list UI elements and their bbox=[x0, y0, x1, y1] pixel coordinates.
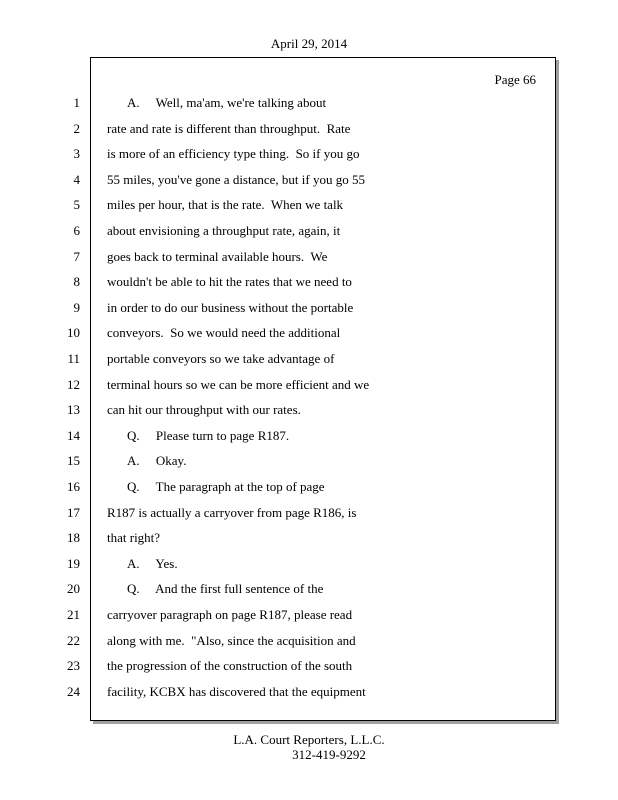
line-number: 5 bbox=[73, 197, 80, 212]
page-number: Page 66 bbox=[494, 72, 536, 87]
line-number: 24 bbox=[67, 684, 80, 699]
line-number: 6 bbox=[73, 223, 80, 238]
transcript-line: A. Well, ma'am, we're talking about bbox=[127, 95, 327, 110]
line-number: 7 bbox=[73, 249, 80, 264]
line-number: 15 bbox=[67, 453, 80, 468]
transcript-line: 55 miles, you've gone a distance, but if you go 55 bbox=[107, 172, 365, 187]
footer-phone: 312-419-9292 bbox=[292, 747, 366, 762]
transcript-line: facility, KCBX has discovered that the equipment bbox=[107, 684, 366, 699]
transcript-line: carryover paragraph on page R187, please read bbox=[107, 607, 353, 622]
transcript-line: conveyors. So we would need the additional bbox=[107, 325, 341, 340]
line-number: 19 bbox=[67, 556, 80, 571]
line-number: 10 bbox=[67, 325, 80, 340]
transcript-line: A. Yes. bbox=[127, 556, 178, 571]
line-number: 23 bbox=[67, 658, 80, 673]
line-number: 14 bbox=[67, 428, 80, 443]
transcript-line: R187 is actually a carryover from page R186, is bbox=[107, 505, 357, 520]
header-date: April 29, 2014 bbox=[270, 36, 348, 51]
line-number: 1 bbox=[73, 95, 80, 110]
transcript-line: A. Okay. bbox=[127, 453, 187, 468]
line-number: 9 bbox=[73, 300, 80, 315]
line-number: 8 bbox=[73, 274, 80, 289]
line-number: 11 bbox=[67, 351, 80, 366]
line-number: 18 bbox=[67, 530, 80, 545]
transcript-line: goes back to terminal available hours. We bbox=[107, 249, 328, 264]
transcript-line: portable conveyors so we take advantage of bbox=[107, 351, 335, 366]
line-number: 22 bbox=[67, 633, 80, 648]
transcript-line: wouldn't be able to hit the rates that we need to bbox=[107, 274, 352, 289]
transcript-line: about envisioning a throughput rate, again, it bbox=[107, 223, 341, 238]
line-number: 21 bbox=[67, 607, 80, 622]
line-number: 17 bbox=[67, 505, 80, 520]
transcript-line: terminal hours so we can be more efficient and we bbox=[107, 377, 370, 392]
line-number: 20 bbox=[67, 581, 80, 596]
transcript-line: along with me. "Also, since the acquisition and bbox=[107, 633, 356, 648]
transcript-line: miles per hour, that is the rate. When we talk bbox=[107, 197, 344, 212]
line-number: 3 bbox=[73, 146, 80, 161]
line-number: 16 bbox=[67, 479, 80, 494]
line-number: 2 bbox=[73, 121, 80, 136]
transcript-line: rate and rate is different than throughput. Rate bbox=[107, 121, 351, 136]
line-number: 4 bbox=[73, 172, 80, 187]
line-number: 13 bbox=[67, 402, 80, 417]
transcript-line: Q. And the first full sentence of the bbox=[127, 581, 324, 596]
line-number: 12 bbox=[67, 377, 80, 392]
transcript-line: can hit our throughput with our rates. bbox=[107, 402, 301, 417]
transcript-line: that right? bbox=[107, 530, 161, 545]
transcript-line: Q. Please turn to page R187. bbox=[127, 428, 290, 443]
transcript-line: the progression of the construction of the south bbox=[107, 658, 353, 673]
transcript-line: Q. The paragraph at the top of page bbox=[127, 479, 325, 494]
footer-company: L.A. Court Reporters, L.L.C. bbox=[233, 732, 385, 747]
transcript-line: is more of an efficiency type thing. So if you go bbox=[107, 146, 360, 161]
transcript-line: in order to do our business without the portable bbox=[107, 300, 354, 315]
